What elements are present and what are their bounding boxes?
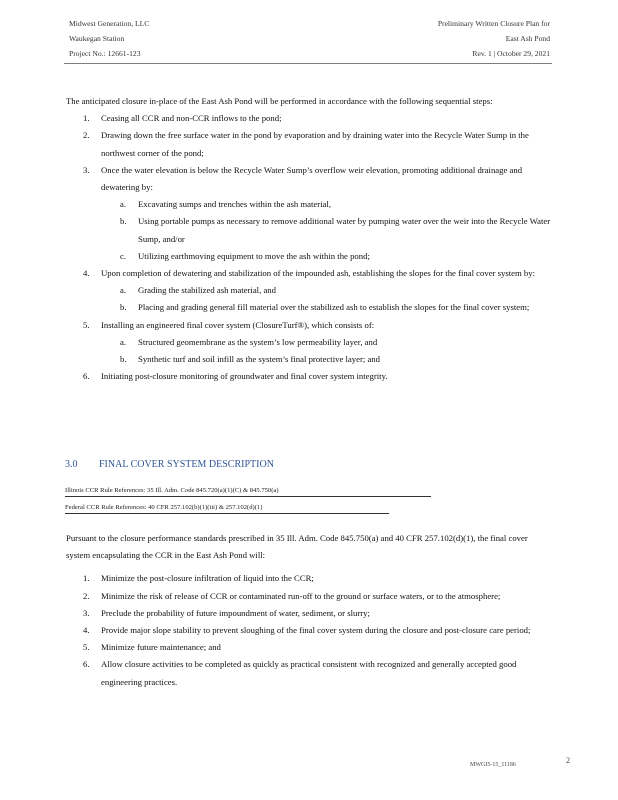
- header-right: [438, 16, 550, 61]
- list-item: [66, 639, 554, 656]
- sub-list-item: [101, 213, 554, 247]
- cover-goals-list: [66, 570, 554, 690]
- section-heading: [65, 459, 274, 470]
- item-number: 1.: [83, 573, 90, 584]
- sub-list-item: [101, 351, 554, 368]
- item-text: Minimize the post-closure infiltration of liquid into the CCR;: [101, 573, 314, 584]
- item-number: 5.: [83, 319, 90, 330]
- list-item: [66, 588, 554, 605]
- item-text: Ceasing all CCR and non-CCR inflows to the pond;: [101, 113, 282, 124]
- item-text: Upon completion of dewatering and stabilization of the impounded ash, establishing the slopes for the final cover system by:: [101, 268, 536, 279]
- sub-list-item: [101, 248, 554, 265]
- item-number: 4.: [83, 625, 90, 636]
- document-code: MWGI5-15_11186: [470, 762, 516, 768]
- item-number: 4.: [83, 268, 90, 279]
- sub-item-text: Synthetic turf and soil infill as the system’s final protective layer; and: [138, 354, 380, 365]
- item-text: Drawing down the free surface water in the pond by evaporation and by draining water into the Recycle Water Sump in the northwest corner of the pond;: [101, 130, 529, 158]
- performance-standards-paragraph: Pursuant to the closure performance standards prescribed in 35 Ill. Adm. Code 845.750(a) and 40 CFR 257.102(d)(1), the final cover system encapsulating the CCR in the East Ash Pond will:: [66, 533, 528, 561]
- item-text: Minimize the risk of release of CCR or contaminated run-off to the ground or surface waters, or to the atmosphere;: [101, 590, 501, 601]
- sub-list-item: [101, 282, 554, 299]
- item-number: 5.: [83, 642, 90, 653]
- sub-item-letter: a.: [120, 336, 127, 347]
- sub-item-letter: b.: [120, 354, 127, 365]
- sub-item-letter: c.: [120, 250, 127, 261]
- sub-list: [101, 196, 554, 265]
- sub-item-letter: b.: [120, 302, 127, 313]
- sub-item-text: Using portable pumps as necessary to remove additional water by pumping water over the weir into the Recycle Water Sump, and/or: [138, 216, 551, 244]
- page-number: 2: [566, 756, 570, 765]
- closure-steps-list: [66, 110, 554, 385]
- document-title: Preliminary Written Closure Plan for: [437, 19, 550, 28]
- list-item: [66, 110, 554, 127]
- cover-system-block: [66, 530, 554, 691]
- sub-list: [101, 334, 554, 368]
- sub-list: [101, 282, 554, 316]
- list-item: [66, 265, 554, 317]
- list-item: [66, 656, 554, 690]
- list-item: [66, 570, 554, 587]
- sub-item-text: Utilizing earthmoving equipment to move the ash within the pond;: [138, 250, 370, 261]
- item-number: 3.: [83, 607, 90, 618]
- revision-date: Rev. 1 | October 29, 2021: [472, 49, 550, 58]
- item-text: Preclude the probability of future impoundment of water, sediment, or slurry;: [101, 607, 370, 618]
- intro-paragraph: The anticipated closure in-place of the East Ash Pond will be performed in accordance with the following sequential steps:: [66, 96, 493, 106]
- sub-item-letter: b.: [120, 216, 127, 227]
- item-number: 1.: [83, 113, 90, 124]
- list-item: [66, 162, 554, 265]
- sub-item-letter: a.: [120, 285, 127, 296]
- list-item: [66, 368, 554, 385]
- federal-rule-reference: Federal CCR Rule References: 40 CFR 257.102(b)(1)(iii) & 257.102(d)(1): [65, 504, 389, 514]
- sub-item-letter: a.: [120, 199, 127, 210]
- sub-item-text: Placing and grading general fill material over the stabilized ash to establish the slopes for the final cover system;: [138, 302, 530, 313]
- sub-list-item: [101, 334, 554, 351]
- sub-item-text: Structured geomembrane as the system’s low permeability layer, and: [138, 336, 378, 347]
- item-text: Allow closure activities to be completed as quickly as practical consistent with recognized and generally accepted good engineering practices.: [101, 659, 517, 687]
- item-text: Installing an engineered final cover system (ClosureTurf®), which consists of:: [101, 319, 375, 330]
- list-item: [66, 605, 554, 622]
- station-name: Waukegan Station: [69, 34, 125, 43]
- list-item: [66, 127, 554, 161]
- document-subject: East Ash Pond: [505, 34, 550, 43]
- item-number: 3.: [83, 164, 90, 175]
- sub-list-item: [101, 299, 554, 316]
- illinois-rule-reference: Illinois CCR Rule References: 35 Ill. Adm. Code 845.720(a)(1)(C) & 845.750(a): [65, 487, 431, 497]
- list-item: [66, 317, 554, 369]
- item-text: Once the water elevation is below the Recycle Water Sump’s overflow weir elevation, promoting additional drainage and dewatering by:: [101, 164, 523, 193]
- item-text: Provide major slope stability to prevent sloughing of the final cover system during the closure and post-closure care period;: [101, 625, 531, 636]
- closure-steps-block: [66, 93, 554, 385]
- item-text: Initiating post-closure monitoring of groundwater and final cover system integrity.: [101, 371, 388, 382]
- list-item: [66, 622, 554, 639]
- header-left: [69, 16, 149, 61]
- item-number: 2.: [83, 130, 90, 141]
- item-text: Minimize future maintenance; and: [101, 642, 221, 653]
- section-number: 3.0: [65, 459, 78, 470]
- section-title: FINAL COVER SYSTEM DESCRIPTION: [99, 459, 274, 470]
- item-number: 2.: [83, 590, 90, 601]
- item-number: 6.: [83, 371, 90, 382]
- header-divider: [64, 63, 552, 64]
- item-number: 6.: [83, 659, 90, 670]
- project-number: Project No.: 12661-123: [69, 49, 141, 58]
- sub-list-item: [101, 196, 554, 213]
- sub-item-text: Excavating sumps and trenches within the ash material,: [138, 199, 331, 210]
- sub-item-text: Grading the stabilized ash material, and: [138, 285, 276, 296]
- company-name: Midwest Generation, LLC: [69, 19, 150, 28]
